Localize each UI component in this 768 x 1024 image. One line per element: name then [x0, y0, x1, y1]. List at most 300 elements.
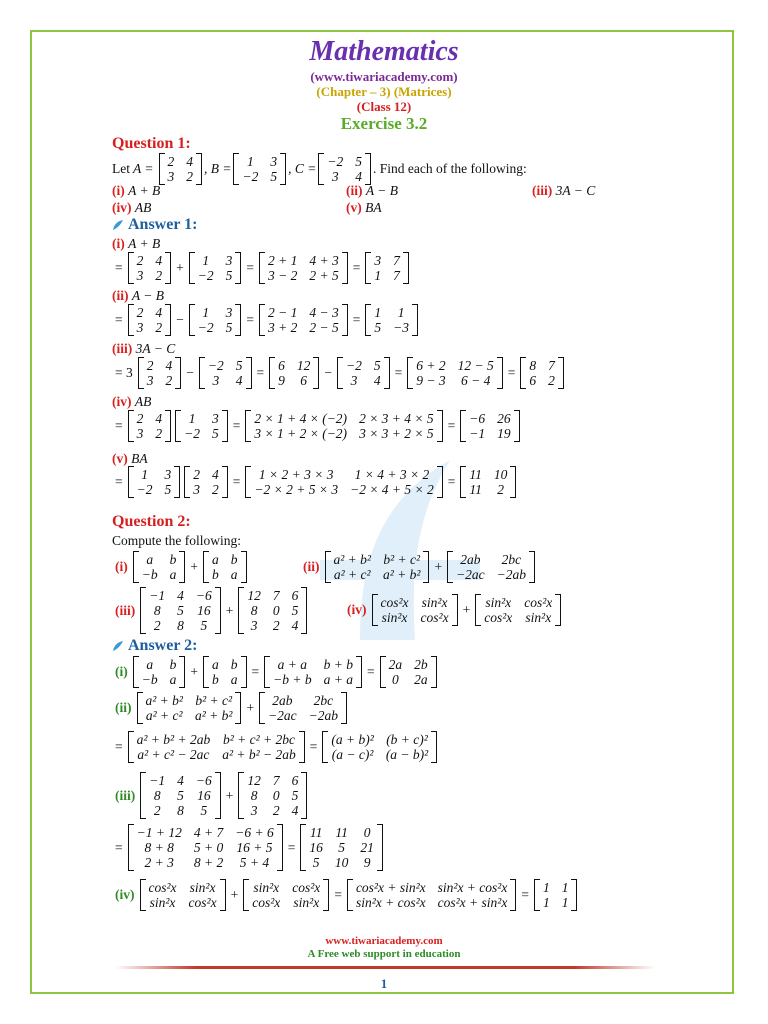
- matrix-cell: −b: [141, 672, 158, 687]
- q2-part-iii: (iii) −1 4 −6 8 5 16 2 8 5 + 12 7 6 8 0 5 3 2 4: [112, 587, 309, 634]
- matrix-cell: 4: [155, 253, 163, 268]
- matrix-cell: a: [212, 552, 219, 567]
- matrix-cell: sin²x: [421, 595, 448, 610]
- matrix-cell: a² + b²: [194, 708, 233, 723]
- matrix-cell: 2b: [414, 657, 428, 672]
- matrix-cell: 2: [212, 482, 219, 497]
- a1-iii-work: = 3 2 4 3 2 − −2 5 3 4 = 6 12 9 6 − −2 5 3 4 = 6 + 2 12 − 5 9 − 3 6 − 4 = 8 7 6 2: [112, 357, 566, 389]
- matrix-cell: 1: [542, 895, 550, 910]
- matrix: [128, 466, 181, 498]
- matrix-cell: 10: [493, 467, 508, 482]
- matrix-cell: 1: [397, 305, 405, 320]
- matrix-cell: (b + c)²: [386, 732, 428, 747]
- matrix-cell: 11: [469, 467, 482, 482]
- matrix-cell: cos²x: [292, 880, 321, 895]
- a1-iv-label: (iv) AB: [112, 394, 152, 409]
- matrix-cell: 1 × 4 + 3 × 2: [354, 467, 430, 482]
- matrix-cell: a: [169, 567, 177, 582]
- matrix-cell: a² + c²: [333, 567, 371, 582]
- matrix-cell: 4: [155, 411, 163, 426]
- matrix-cell: 1: [561, 880, 569, 895]
- matrix-cell: −1 + 12: [136, 825, 182, 840]
- matrix-cell: a: [146, 657, 154, 672]
- matrix-cell: 3: [193, 482, 200, 497]
- matrix-cell: 5: [200, 803, 208, 818]
- matrix-cell: 16: [197, 603, 211, 618]
- matrix-cell: −2: [197, 320, 214, 335]
- matrix: [128, 252, 172, 284]
- matrix-cell: a: [212, 657, 219, 672]
- matrix: [175, 410, 228, 442]
- matrix-cell: 1: [374, 305, 382, 320]
- matrix-cell: 5: [374, 320, 382, 335]
- matrix-cell: −6 + 6: [235, 825, 274, 840]
- matrix-cell: 7: [272, 773, 280, 788]
- matrix-cell: −b + b: [273, 672, 312, 687]
- matrix-cell: 4 + 7: [193, 825, 224, 840]
- matrix-cell: 4: [373, 373, 381, 388]
- matrix-cell: −b: [141, 567, 158, 582]
- matrix-cell: a: [230, 567, 238, 582]
- matrix-cell: a: [146, 552, 154, 567]
- matrix-cell: 3: [374, 253, 382, 268]
- matrix-cell: −2ac: [268, 708, 297, 723]
- matrix-cell: 16: [197, 788, 211, 803]
- matrix-cell: 4 − 3: [309, 305, 339, 320]
- answer-2-heading: Answer 2:: [112, 637, 197, 655]
- leaf-logo-icon: [112, 219, 124, 231]
- matrix-cell: 3: [250, 803, 258, 818]
- matrix-cell: 0: [272, 603, 280, 618]
- a2-i-work: (i) a b −b a + a b b a = a + a b + b −b + b a + a = 2a 2b 0 2a: [112, 656, 439, 688]
- matrix-cell: 6 − 4: [461, 373, 491, 388]
- matrix-cell: 1 × 2 + 3 × 3: [258, 467, 334, 482]
- matrix-cell: 2: [136, 305, 144, 320]
- matrix: [189, 304, 242, 336]
- matrix-cell: 1: [247, 154, 254, 169]
- matrix-cell: b + b: [323, 657, 353, 672]
- matrix-cell: 4: [355, 169, 362, 184]
- matrix-cell: 2 × 3 + 4 × 5: [359, 411, 434, 426]
- matrix-cell: 2: [153, 618, 161, 633]
- matrix-cell: 6 + 2: [416, 358, 446, 373]
- exercise-label: Exercise 3.2: [340, 114, 428, 133]
- matrix-cell: 4: [155, 305, 163, 320]
- matrix: [325, 551, 430, 583]
- a2-iii-result: = −1 + 12 4 + 7 −6 + 6 8 + 8 5 + 0 16 + 5 2 + 3 8 + 2 5 + 4 = 11 11 0 16 5 21 5 10 9: [112, 824, 385, 871]
- matrix: [245, 410, 442, 442]
- matrix-cell: 8: [529, 358, 537, 373]
- matrix: [189, 252, 242, 284]
- a2-ii-work: (ii) a² + b² b² + c² a² + c² a² + b² + 2ab 2bc −2ac −2ab: [112, 692, 349, 724]
- matrix-cell: 1: [542, 880, 550, 895]
- matrix-cell: 3 × 1 + 2 × (−2): [254, 426, 348, 441]
- matrix-cell: 3: [270, 154, 278, 169]
- matrix-cell: −2 × 2 + 5 × 3: [254, 482, 339, 497]
- matrix-cell: 5 + 4: [239, 855, 270, 870]
- matrix-cell: 11: [469, 482, 482, 497]
- matrix-cell: 2: [155, 268, 163, 283]
- matrix-cell: 11: [335, 825, 348, 840]
- matrix-cell: 2 + 1: [268, 253, 298, 268]
- matrix-cell: 19: [497, 426, 511, 441]
- matrix-cell: 3: [250, 618, 258, 633]
- a2-ii-result: = a² + b² + 2ab b² + c² + 2bc a² + c² − 2ac a² + b² − 2ab = (a + b)² (b + c)² (a − c)² (a − b)²: [112, 731, 439, 763]
- matrix: [269, 357, 319, 389]
- matrix-cell: 16 + 5: [236, 840, 273, 855]
- matrix-cell: 3: [225, 253, 233, 268]
- matrix-cell: 4: [291, 803, 299, 818]
- matrix-cell: a² + b²: [382, 567, 421, 582]
- matrix-cell: 2: [186, 169, 193, 184]
- matrix: [138, 357, 182, 389]
- leaf-logo-icon: [112, 640, 124, 652]
- matrix-cell: 6: [300, 373, 307, 388]
- matrix-cell: cos²x: [252, 895, 281, 910]
- matrix-cell: sin²x: [253, 880, 280, 895]
- matrix-cell: 5: [200, 618, 208, 633]
- matrix-cell: 7: [272, 588, 280, 603]
- a1-i-label: (i) A + B: [112, 236, 161, 251]
- page-number: 1: [380, 976, 388, 991]
- matrix-cell: 2: [155, 426, 163, 441]
- matrix-cell: 0: [363, 825, 371, 840]
- matrix: [447, 551, 535, 583]
- matrix: [203, 551, 247, 583]
- matrix: [199, 357, 252, 389]
- matrix: [238, 772, 307, 819]
- matrix-cell: cos²x + sin²x: [355, 880, 426, 895]
- matrix-cell: −2: [327, 154, 344, 169]
- matrix-cell: 3 + 2: [268, 320, 298, 335]
- matrix-cell: a² + c² − 2ac: [137, 747, 210, 762]
- matrix-cell: 5: [225, 320, 233, 335]
- footer-tagline: A Free web support in education: [307, 948, 461, 960]
- matrix-cell: a² + b²: [145, 693, 183, 708]
- matrix-cell: 3: [164, 467, 172, 482]
- matrix: [137, 692, 242, 724]
- matrix-cell: 8 + 8: [144, 840, 174, 855]
- matrix: [534, 879, 578, 911]
- a1-v-label: (v) BA: [112, 451, 148, 466]
- matrix-cell: 2: [165, 373, 173, 388]
- matrix-cell: 8: [153, 788, 161, 803]
- matrix-cell: 2 × 1 + 4 × (−2): [254, 411, 348, 426]
- matrix: [460, 466, 516, 498]
- matrix-cell: b: [212, 567, 219, 582]
- matrix: [372, 594, 458, 626]
- matrix-cell: sin²x + cos²x: [355, 895, 426, 910]
- matrix-cell: 5: [291, 603, 299, 618]
- matrix-cell: 2: [497, 482, 505, 497]
- matrix-cell: 5: [291, 788, 299, 803]
- matrix-cell: 6: [291, 588, 299, 603]
- a1-ii-work: = 2 4 3 2 − 1 3 −2 5 = 2 − 1 4 − 3 3 + 2 2 − 5 = 1 1 5 −3: [112, 304, 420, 336]
- matrix-cell: 4: [186, 154, 193, 169]
- matrix-cell: 7: [393, 268, 400, 283]
- matrix: [380, 656, 437, 688]
- matrix: [245, 466, 442, 498]
- matrix-cell: 2a: [414, 672, 428, 687]
- matrix-cell: 2: [272, 618, 280, 633]
- matrix-cell: 4 + 3: [309, 253, 339, 268]
- matrix: [184, 466, 228, 498]
- matrix: [259, 252, 348, 284]
- matrix-cell: 5: [225, 268, 233, 283]
- matrix-cell: 3: [225, 305, 233, 320]
- matrix-cell: a² + b² − 2ab: [222, 747, 296, 762]
- matrix: [347, 879, 516, 911]
- q1-part-v: (v) BA: [346, 200, 382, 215]
- a1-v-work: = 1 3 −2 5 2 4 3 2 = 1 × 2 + 3 × 3 1 × 4 + 3 × 2 −2 × 2 + 5 × 3 −2 × 4 + 5 × 2 = 11 10 11 2: [112, 466, 518, 498]
- q2-part-i: (i) a b −b a + a b b a: [112, 551, 249, 583]
- matrix-cell: −2: [184, 426, 200, 441]
- matrix: [318, 153, 371, 185]
- matrix-cell: (a − c)²: [331, 747, 374, 762]
- matrix: [259, 304, 348, 336]
- matrix-cell: 5: [270, 169, 278, 184]
- matrix-cell: 4: [212, 467, 219, 482]
- matrix-cell: −6: [195, 773, 212, 788]
- matrix: [407, 357, 503, 389]
- matrix-cell: 2 + 3: [144, 855, 174, 870]
- matrix-cell: (a + b)²: [331, 732, 374, 747]
- matrix-cell: 4: [291, 618, 299, 633]
- q1-part-ii: (ii) A − B: [346, 183, 398, 198]
- matrix-cell: sin²x: [189, 880, 216, 895]
- matrix-cell: a² + c²: [145, 708, 183, 723]
- matrix-cell: 9 − 3: [416, 373, 446, 388]
- matrix-cell: a: [169, 672, 177, 687]
- matrix-cell: 6: [278, 358, 285, 373]
- matrix-cell: a + a: [323, 672, 353, 687]
- matrix-cell: 1: [141, 467, 148, 482]
- matrix-cell: 3: [167, 169, 175, 184]
- question-2-heading: Question 2:: [112, 513, 191, 530]
- matrix-cell: 5: [235, 358, 243, 373]
- question-1-statement: Let A = 2 4 3 2 , B = 1 3 −2 5 , C = −2 5 3 4 . Find each of the following:: [112, 154, 527, 184]
- matrix-cell: 8: [153, 603, 161, 618]
- matrix-cell: 3: [331, 169, 339, 184]
- matrix: [133, 656, 186, 688]
- matrix: [300, 824, 383, 871]
- matrix: [233, 153, 286, 185]
- matrix-cell: −1: [149, 588, 166, 603]
- matrix-cell: 12: [296, 358, 311, 373]
- matrix-cell: 7: [548, 358, 555, 373]
- a1-ii-label: (ii) A − B: [112, 288, 164, 303]
- matrix-cell: 3 − 2: [268, 268, 298, 283]
- q1-part-iv: (iv) AB: [112, 200, 152, 215]
- a1-iv-work: = 2 4 3 2 1 3 −2 5 = 2 × 1 + 4 × (−2) 2 × 3 + 4 × 5 3 × 1 + 2 × (−2) 3 × 3 + 2 × 5 = −6 26 −1 19: [112, 410, 522, 442]
- matrix-cell: 4: [235, 373, 243, 388]
- matrix: [128, 304, 172, 336]
- matrix: [365, 304, 418, 336]
- matrix-cell: a² + b² + 2ab: [136, 732, 211, 747]
- matrix-cell: 8: [177, 618, 184, 633]
- matrix-cell: b: [230, 552, 238, 567]
- question-2-intro: Compute the following:: [112, 533, 241, 548]
- matrix: [159, 153, 203, 185]
- matrix: [128, 824, 283, 871]
- matrix: [243, 879, 329, 911]
- footer-url[interactable]: www.tiwariacademy.com: [325, 935, 443, 947]
- a2-iv-work: (iv) cos²x sin²x sin²x cos²x + sin²x cos²x cos²x sin²x = cos²x + sin²x sin²x + cos²x sin²x + cos²x cos²x + sin²x = 1 1 1 1: [112, 879, 579, 911]
- matrix-cell: 2a: [388, 657, 403, 672]
- matrix-cell: 2: [167, 154, 175, 169]
- matrix: [128, 731, 305, 763]
- matrix: [133, 551, 186, 583]
- matrix-cell: 3: [146, 373, 154, 388]
- matrix-cell: 2: [193, 467, 200, 482]
- matrix-cell: 12: [247, 773, 261, 788]
- matrix-cell: 21: [360, 840, 374, 855]
- matrix-cell: 5: [312, 855, 320, 870]
- matrix-cell: 5: [177, 788, 184, 803]
- matrix-cell: sin²x: [381, 610, 408, 625]
- matrix-cell: 2: [153, 803, 161, 818]
- matrix-cell: 0: [272, 788, 280, 803]
- matrix-cell: 5: [177, 603, 184, 618]
- matrix-cell: a² + b²: [333, 552, 371, 567]
- let-text: Let: [112, 161, 130, 176]
- matrix-cell: cos²x: [380, 595, 409, 610]
- matrix-cell: 2: [146, 358, 154, 373]
- class-label: (Class 12): [356, 99, 412, 114]
- matrix: [128, 410, 172, 442]
- matrix-cell: 8: [250, 788, 258, 803]
- q1-part-iii: (iii) 3A − C: [532, 183, 596, 198]
- matrix-cell: cos²x + sin²x: [437, 895, 508, 910]
- matrix-cell: 16: [309, 840, 323, 855]
- matrix-cell: cos²x: [484, 610, 513, 625]
- matrix-cell: (a − b)²: [385, 747, 429, 762]
- matrix-cell: b² + c² + 2bc: [222, 732, 296, 747]
- matrix-cell: 3 × 3 + 2 × 5: [359, 426, 434, 441]
- chapter-label: (Chapter – 3) (Matrices): [316, 84, 452, 99]
- matrix-cell: −2: [136, 482, 153, 497]
- q2-part-iv: (iv) cos²x sin²x sin²x cos²x + sin²x cos²x cos²x sin²x: [344, 594, 563, 626]
- matrix-cell: 5: [355, 154, 362, 169]
- matrix-cell: 5: [164, 482, 172, 497]
- matrix-cell: −6: [469, 411, 486, 426]
- matrix-cell: a + a: [277, 657, 308, 672]
- matrix-cell: cos²x: [188, 895, 217, 910]
- matrix-cell: 9: [363, 855, 371, 870]
- matrix-cell: 7: [393, 253, 400, 268]
- footer-divider: [115, 966, 655, 969]
- matrix-cell: cos²x: [420, 610, 449, 625]
- matrix-cell: −2ab: [496, 567, 527, 582]
- matrix-cell: −2: [346, 358, 362, 373]
- matrix-cell: 12: [247, 588, 261, 603]
- matrix: [238, 587, 307, 634]
- matrix-cell: 1: [202, 305, 210, 320]
- matrix: [259, 692, 347, 724]
- matrix-cell: b: [212, 672, 219, 687]
- matrix-cell: b² + c²: [195, 693, 233, 708]
- matrix-cell: 26: [497, 411, 511, 426]
- matrix-cell: 2 − 5: [309, 320, 339, 335]
- matrix-cell: b: [230, 657, 238, 672]
- matrix-cell: −6: [195, 588, 212, 603]
- matrix-cell: 1: [202, 253, 210, 268]
- matrix-cell: b: [169, 552, 177, 567]
- matrix-cell: 3: [136, 426, 144, 441]
- matrix-cell: 2 + 5: [309, 268, 339, 283]
- matrix-cell: 3: [136, 320, 144, 335]
- matrix: [520, 357, 564, 389]
- matrix-cell: 5: [373, 358, 381, 373]
- matrix-cell: 2 − 1: [268, 305, 298, 320]
- q1-part-i: (i) A + B: [112, 183, 161, 198]
- matrix-cell: −1: [469, 426, 486, 441]
- matrix-cell: 3: [212, 373, 220, 388]
- matrix: [475, 594, 561, 626]
- matrix: [140, 772, 221, 819]
- matrix-cell: 2bc: [313, 693, 334, 708]
- matrix-cell: 0: [391, 672, 399, 687]
- matrix-cell: 2: [136, 253, 144, 268]
- matrix-cell: −2: [242, 169, 259, 184]
- matrix-cell: b² + c²: [383, 552, 421, 567]
- matrix-cell: −3: [393, 320, 409, 335]
- matrix: [337, 357, 390, 389]
- matrix-cell: −2 × 4 + 5 × 2: [350, 482, 434, 497]
- find-text: . Find each of the following:: [372, 161, 527, 176]
- matrix-cell: 1: [374, 268, 382, 283]
- matrix-cell: 2: [272, 803, 280, 818]
- matrix-cell: −2: [207, 358, 224, 373]
- matrix-cell: 6: [529, 373, 537, 388]
- matrix-cell: −2ac: [456, 567, 485, 582]
- matrix-cell: b: [169, 657, 177, 672]
- matrix-cell: 3: [136, 268, 144, 283]
- matrix-cell: sin²x: [485, 595, 512, 610]
- matrix-cell: 4: [165, 358, 173, 373]
- page-title: Mathematics: [309, 36, 459, 67]
- matrix-cell: 2: [548, 373, 555, 388]
- matrix-cell: 8 + 2: [193, 855, 224, 870]
- matrix-cell: 10: [334, 855, 349, 870]
- site-url: (www.tiwariacademy.com): [310, 69, 458, 84]
- matrix-cell: 5: [338, 840, 345, 855]
- matrix: [203, 656, 247, 688]
- a1-iii-label: (iii) 3A − C: [112, 341, 176, 356]
- matrix-cell: sin²x: [149, 895, 176, 910]
- matrix-cell: 6: [291, 773, 299, 788]
- matrix-cell: sin²x: [525, 610, 552, 625]
- matrix-cell: 2: [155, 320, 163, 335]
- matrix: [365, 252, 409, 284]
- matrix-cell: sin²x + cos²x: [437, 880, 508, 895]
- matrix-cell: 1: [188, 411, 196, 426]
- matrix-cell: cos²x: [148, 880, 177, 895]
- a2-iii-work: (iii) −1 4 −6 8 5 16 2 8 5 + 12 7 6 8 0 5 3 2 4: [112, 772, 309, 819]
- matrix-cell: 11: [309, 825, 323, 840]
- matrix-cell: 2ab: [460, 552, 481, 567]
- answer-1-heading: Answer 1:: [112, 216, 197, 234]
- matrix: [460, 410, 519, 442]
- matrix-cell: sin²x: [293, 895, 320, 910]
- matrix: [140, 587, 221, 634]
- matrix-cell: 4: [177, 588, 184, 603]
- matrix-cell: 3: [350, 373, 358, 388]
- matrix-cell: 2ab: [272, 693, 293, 708]
- matrix-cell: 1: [561, 895, 569, 910]
- a1-i-work: = 2 4 3 2 + 1 3 −2 5 = 2 + 1 4 + 3 3 − 2 2 + 5 = 3 7 1 7: [112, 252, 411, 284]
- matrix-cell: 5 + 0: [193, 840, 224, 855]
